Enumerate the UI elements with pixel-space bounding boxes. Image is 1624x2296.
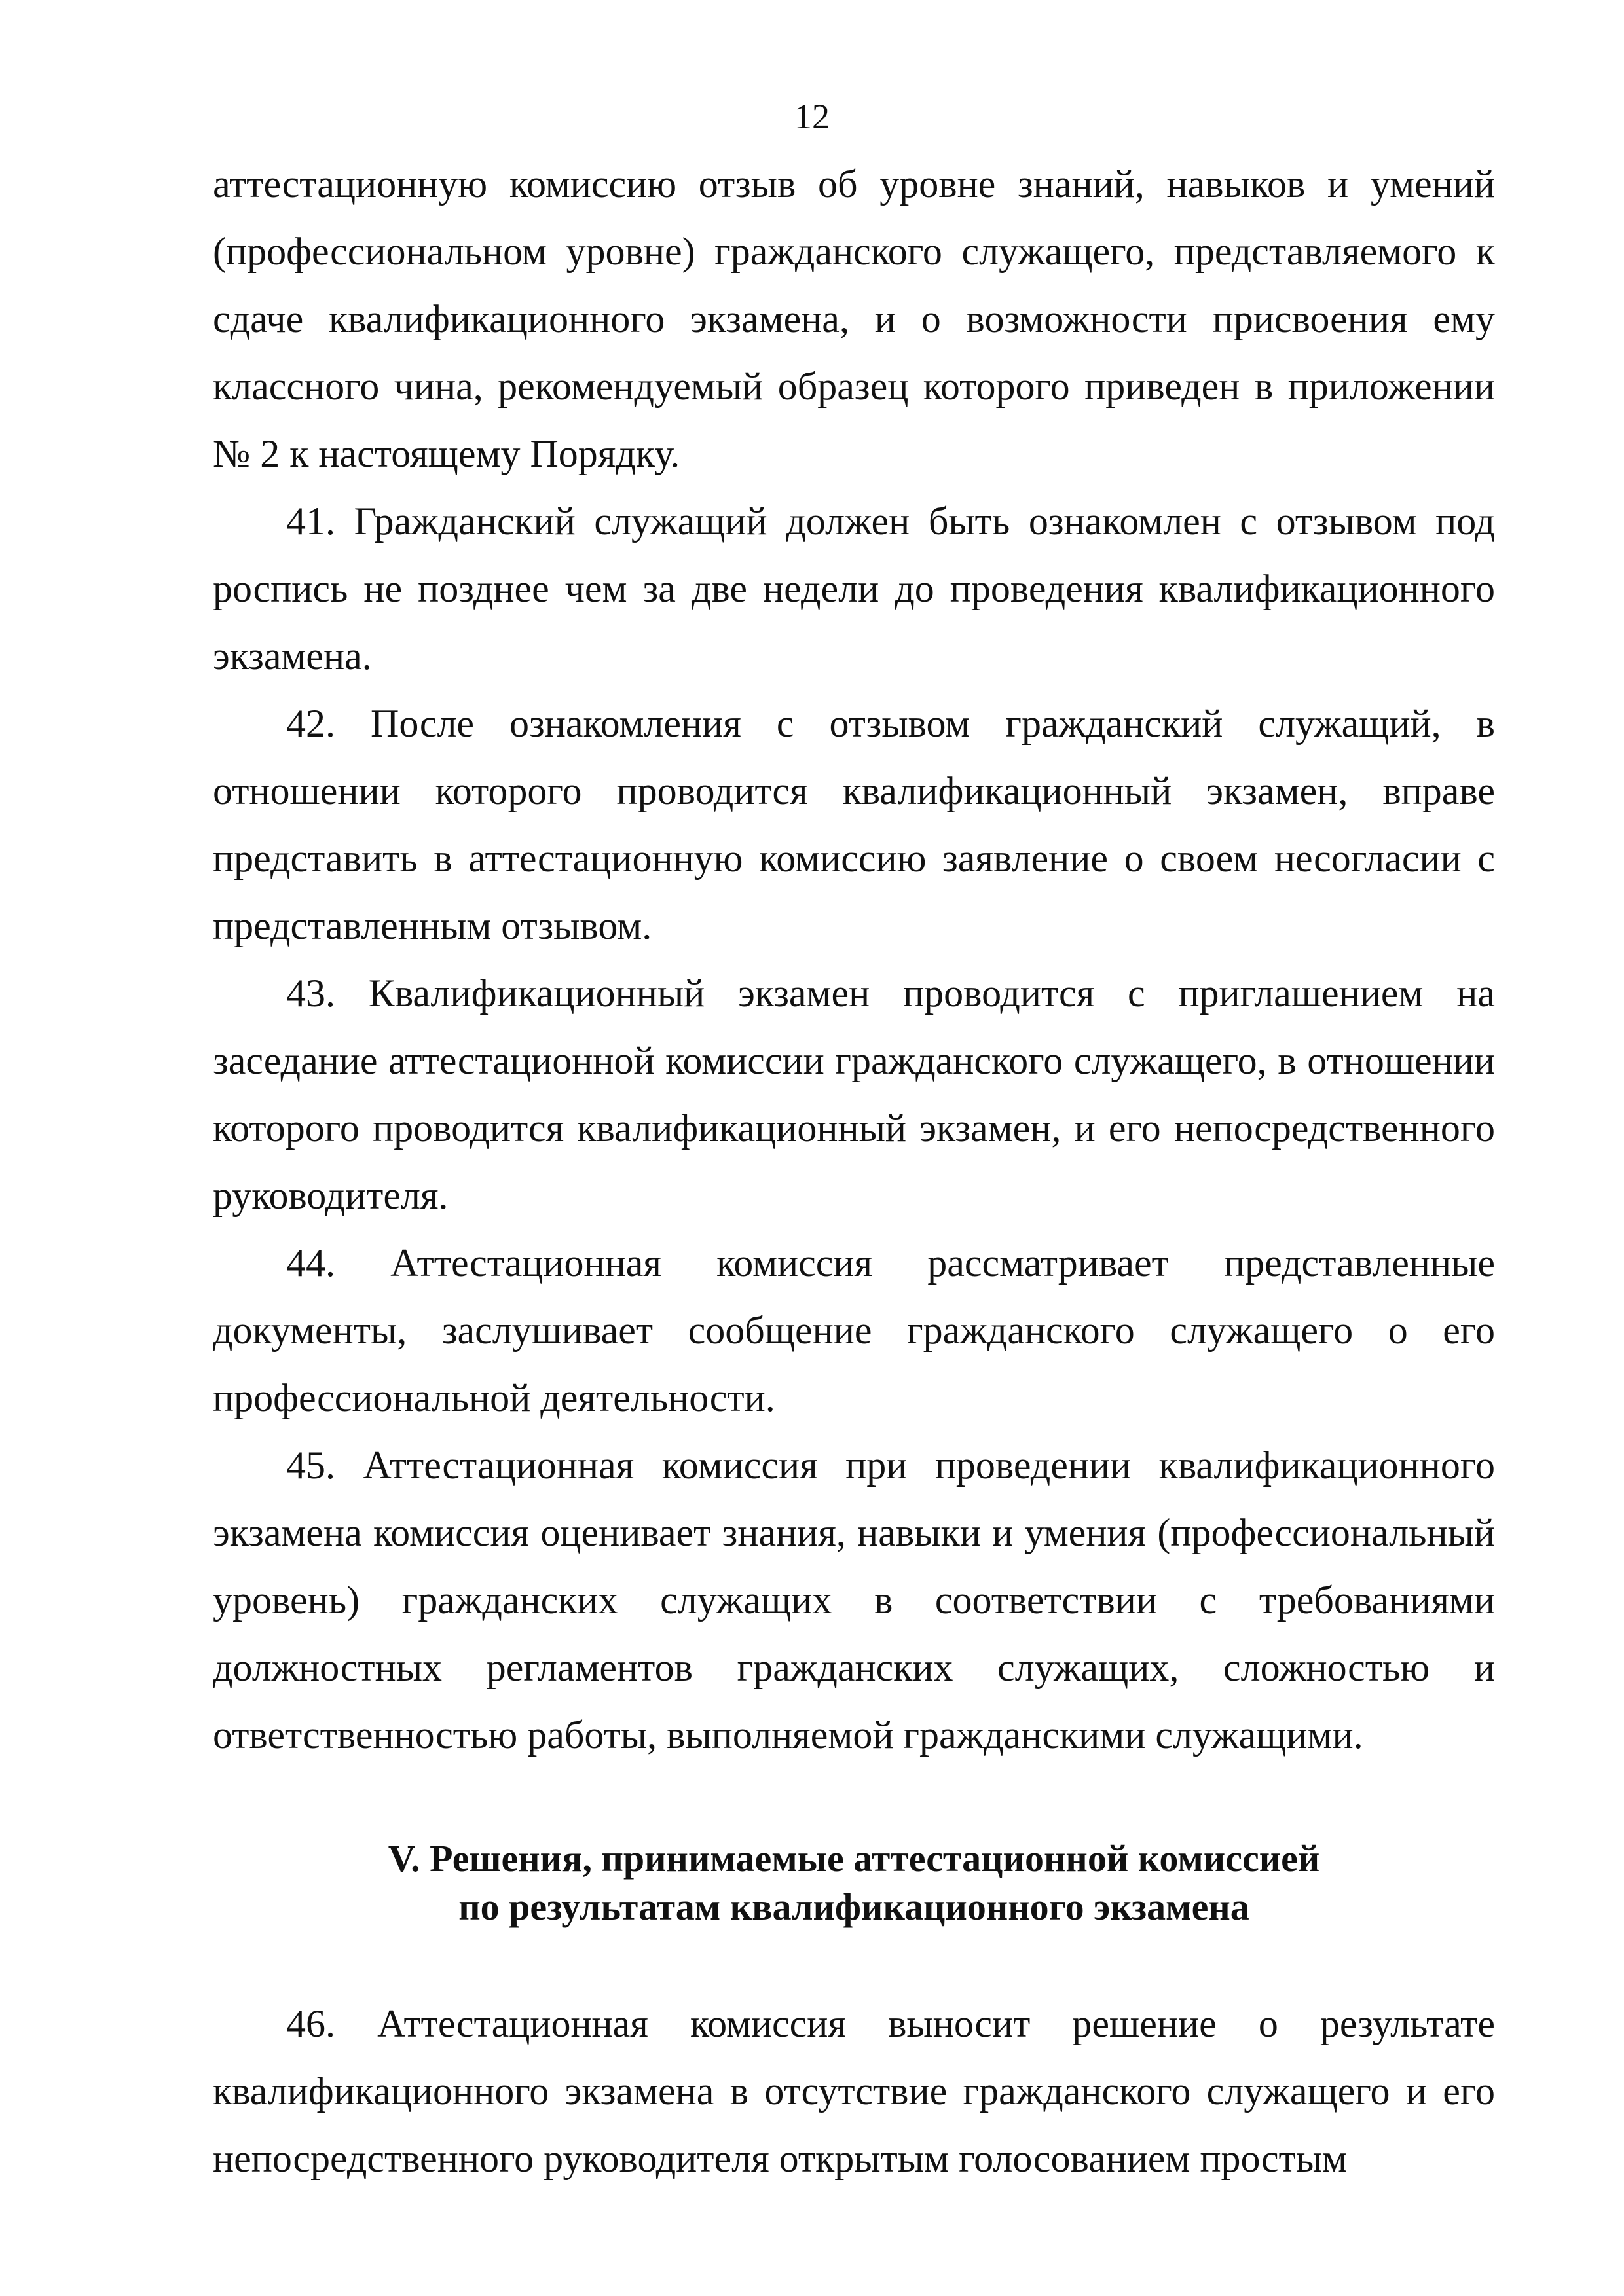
paragraph-44: 44. Аттестационная комиссия рассматривает представленные документы, заслушивает сообщение гражданского служащего о его профессиональной деятельности.: [213, 1241, 1495, 1419]
section-heading-line-2: по результатам квалификационного экзамена: [458, 1886, 1249, 1928]
paragraph-43: 43. Квалификационный экзамен проводится с приглашением на заседание аттестационной комиссии гражданского служащего, в отношении которого проводится квалификационный экзамен, и его непосредственного руководителя.: [213, 972, 1495, 1217]
paragraph-40-continuation: аттестационную комиссию отзыв об уровне знаний, навыков и умений (профессиональном уровне) гражданского служащего, представляемого к сдаче квалификационного экзамена, и о возможности присвоения ему классного чина, рекомендуемый образец которого приведен в приложении № 2 к настоящему Порядку.: [213, 162, 1495, 475]
paragraph-42: 42. После ознакомления с отзывом гражданский служащий, в отношении которого проводится квалификационный экзамен, вправе представить в аттестационную комиссию заявление о своем несогласии с представленным отзывом.: [213, 702, 1495, 947]
paragraph-46: 46. Аттестационная комиссия выносит решение о результате квалификационного экзамена в отсутствие гражданского служащего и его непосредственного руководителя открытым голосованием простым: [213, 2002, 1495, 2180]
section-heading: [213, 1834, 1495, 1931]
paragraph-41: 41. Гражданский служащий должен быть ознакомлен с отзывом под роспись не позднее чем за две недели до проведения квалификационного экзамена.: [213, 500, 1495, 678]
document-body: [213, 151, 1495, 2193]
page-number: 12: [794, 97, 830, 136]
section-heading-line-1: V. Решения, принимаемые аттестационной комиссией: [388, 1837, 1320, 1880]
paragraph-45: 45. Аттестационная комиссия при проведении квалификационного экзамена комиссия оценивает знания, навыки и умения (профессиональный уровень) гражданских служащих в соответствии с требованиями должностных регламентов гражданских служащих, сложностью и ответственностью работы, выполняемой гражданскими служащими.: [213, 1444, 1495, 1757]
